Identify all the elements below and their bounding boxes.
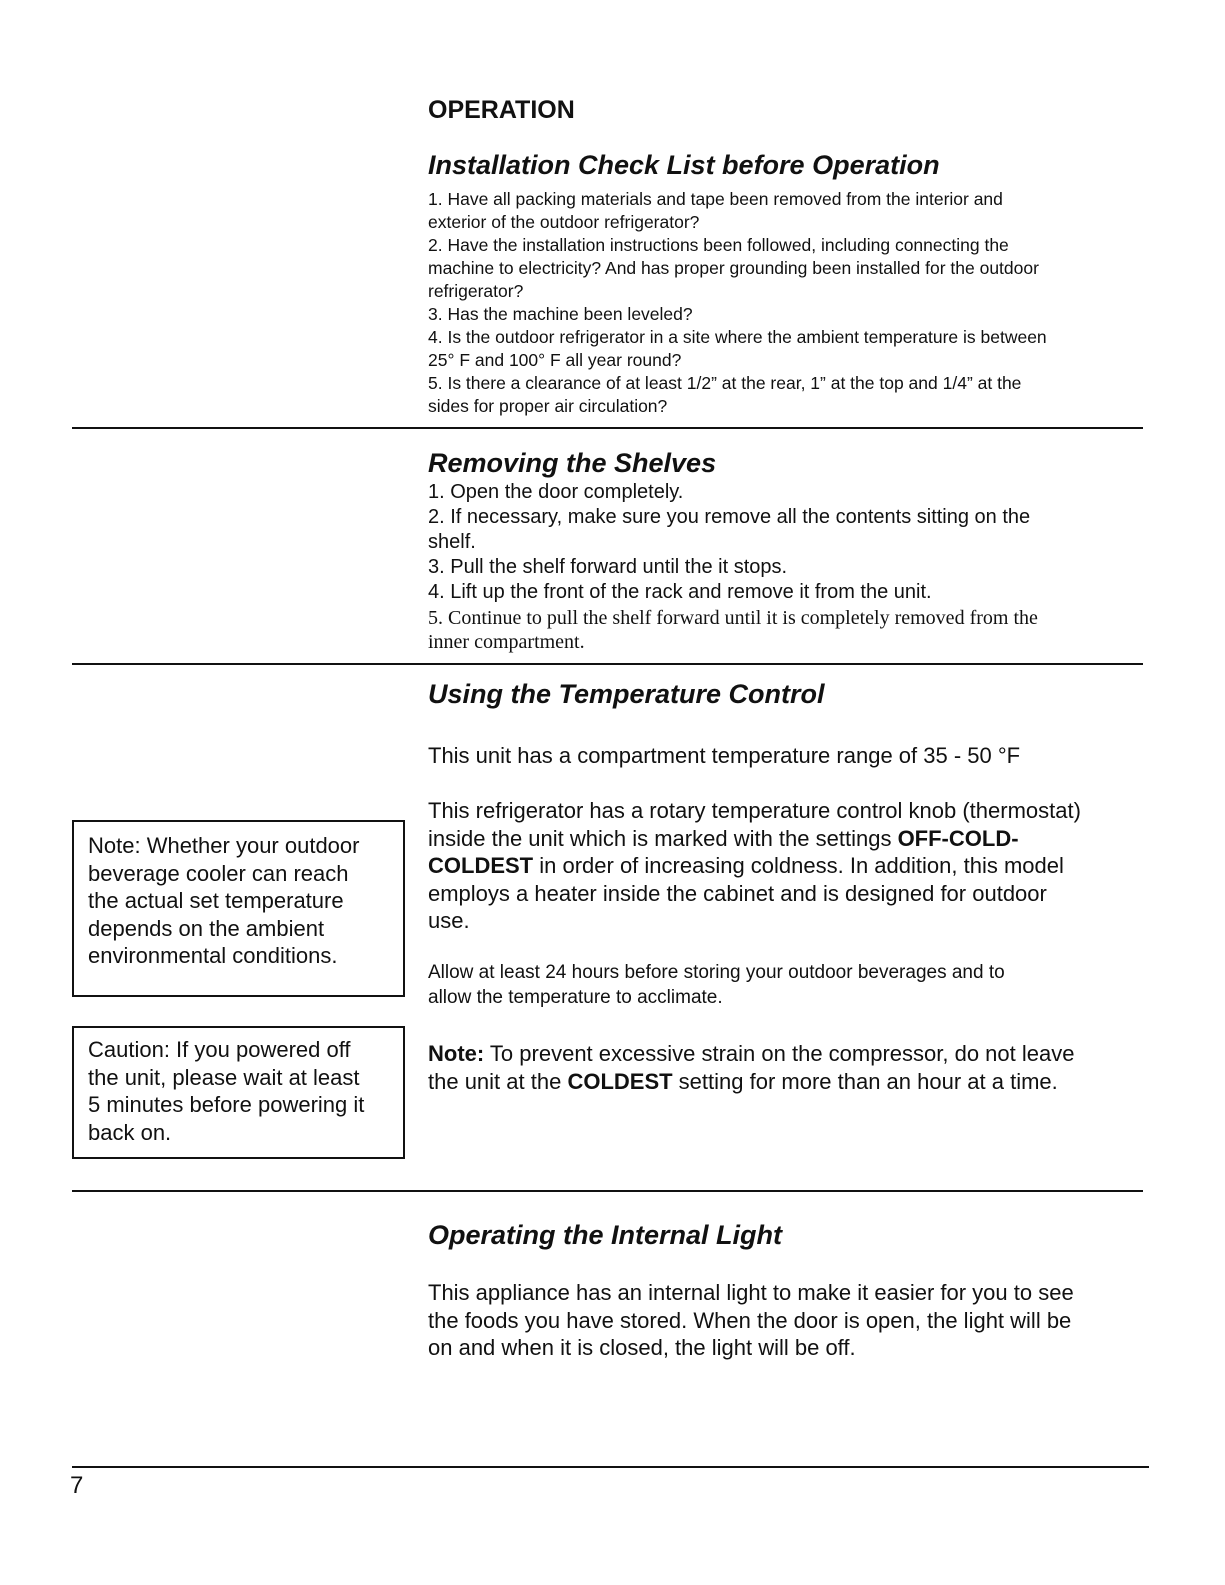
shelves-serif-text bbox=[428, 606, 1038, 654]
acclimate-text bbox=[428, 960, 1005, 1010]
checklist-line: 2. Have the installation instructions been followed, including connecting the bbox=[428, 235, 1009, 255]
checklist-text bbox=[428, 188, 1047, 418]
divider bbox=[72, 427, 1143, 429]
shelves-line: shelf. bbox=[428, 531, 476, 553]
shelves-heading: Removing the Shelves bbox=[428, 448, 717, 478]
text-run: the unit at the bbox=[428, 1068, 568, 1094]
box-line: beverage cooler can reach bbox=[88, 860, 349, 886]
page-number: 7 bbox=[70, 1472, 84, 1499]
checklist-line: 5. Is there a clearance of at least 1/2” at the rear, 1” at the top and 1/4” at the bbox=[428, 373, 1022, 393]
box-line: the actual set temperature bbox=[88, 888, 344, 913]
checklist-line: 25° F and 100° F all year round? bbox=[428, 350, 682, 370]
text-run: To prevent excessive strain on the compressor, do not leave bbox=[484, 1041, 1075, 1066]
shelves-line: 4. Lift up the front of the rack and remove it from the unit. bbox=[428, 581, 932, 603]
divider bbox=[72, 663, 1143, 665]
box-line: Caution: If you powered off bbox=[88, 1037, 351, 1062]
caution-box bbox=[72, 1026, 405, 1159]
paragraph-line: use. bbox=[428, 908, 470, 933]
paragraph-line bbox=[428, 852, 1081, 880]
checklist-line: refrigerator? bbox=[428, 281, 524, 301]
light-heading: Operating the Internal Light bbox=[428, 1220, 783, 1250]
paragraph-line: Allow at least 24 hours before storing your outdoor beverages and to bbox=[428, 962, 1005, 983]
text-run: in order of increasing coldness. In addition, this model bbox=[533, 853, 1064, 878]
checklist-heading: Installation Check List before Operation bbox=[428, 150, 940, 180]
box-line: the unit, please wait at least bbox=[88, 1064, 360, 1090]
divider bbox=[72, 1190, 1143, 1192]
paragraph-line: employs a heater inside the cabinet and is designed for outdoor bbox=[428, 880, 1047, 906]
note-box bbox=[72, 820, 405, 997]
paragraph-line bbox=[428, 1068, 1074, 1096]
box-line: back on. bbox=[88, 1119, 172, 1145]
compressor-note bbox=[428, 1040, 1074, 1095]
box-line: environmental conditions. bbox=[88, 943, 338, 968]
temperature-range: This unit has a compartment temperature range of 35 - 50 °F bbox=[428, 743, 1021, 768]
checklist-line: exterior of the outdoor refrigerator? bbox=[428, 212, 700, 232]
setting-name: COLDEST bbox=[428, 853, 534, 878]
shelves-line: 5. Continue to pull the shelf forward until it is completely removed from the bbox=[428, 607, 1038, 629]
paragraph-line: on and when it is closed, the light will be off. bbox=[428, 1335, 856, 1360]
checklist-line: machine to electricity? And has proper grounding been installed for the outdoor bbox=[428, 258, 1039, 278]
page-title: OPERATION bbox=[428, 96, 575, 124]
footer-divider bbox=[72, 1466, 1149, 1468]
box-line: 5 minutes before powering it bbox=[88, 1092, 365, 1117]
note-label: Note: bbox=[428, 1041, 485, 1066]
light-text bbox=[428, 1279, 1074, 1362]
shelves-text bbox=[428, 480, 1030, 605]
checklist-line: sides for proper air circulation? bbox=[428, 396, 668, 416]
text-run: setting for more than an hour at a time. bbox=[672, 1068, 1058, 1094]
shelves-line: 1. Open the door completely. bbox=[428, 481, 684, 503]
box-line: depends on the ambient bbox=[88, 915, 325, 941]
shelves-line: 2. If necessary, make sure you remove all the contents sitting on the bbox=[428, 506, 1031, 528]
temperature-heading: Using the Temperature Control bbox=[428, 679, 825, 709]
paragraph-line: the foods you have stored. When the door is open, the light will be bbox=[428, 1307, 1072, 1333]
checklist-line: 1. Have all packing materials and tape been removed from the interior and bbox=[428, 189, 1003, 209]
setting-name: COLDEST bbox=[567, 1068, 673, 1094]
checklist-line: 3. Has the machine been leveled? bbox=[428, 304, 693, 324]
setting-name: OFF-COLD- bbox=[897, 825, 1019, 851]
paragraph-line bbox=[428, 825, 1081, 853]
paragraph-line bbox=[428, 1040, 1074, 1068]
paragraph-line: allow the temperature to acclimate. bbox=[428, 987, 723, 1008]
shelves-line: inner compartment. bbox=[428, 631, 585, 653]
text-run: inside the unit which is marked with the settings bbox=[428, 825, 898, 851]
shelves-line: 3. Pull the shelf forward until the it stops. bbox=[428, 556, 788, 578]
thermostat-paragraph bbox=[428, 797, 1081, 935]
paragraph-line: This appliance has an internal light to make it easier for you to see bbox=[428, 1280, 1074, 1305]
checklist-line: 4. Is the outdoor refrigerator in a site where the ambient temperature is between bbox=[428, 327, 1047, 347]
box-line: Note: Whether your outdoor bbox=[88, 833, 360, 858]
paragraph-line: This refrigerator has a rotary temperature control knob (thermostat) bbox=[428, 798, 1081, 823]
